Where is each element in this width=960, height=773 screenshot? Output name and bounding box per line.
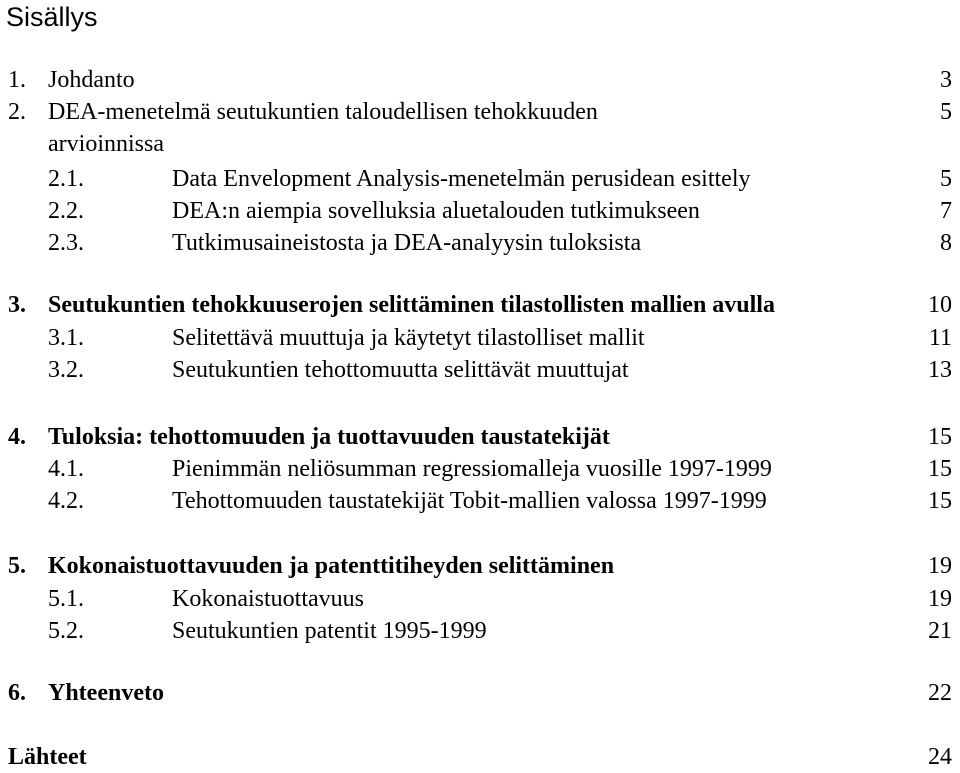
toc-entry-number: 2. xyxy=(8,99,26,125)
toc-entry-title: Lähteet xyxy=(8,744,87,770)
toc-entry-title: Tuloksia: tehottomuuden ja tuottavuuden taustatekijät xyxy=(48,424,610,450)
toc-entry-5-1[interactable] xyxy=(0,583,960,615)
toc-entry-page: 21 xyxy=(928,618,952,644)
toc-entry-page: 5 xyxy=(940,99,952,125)
toc-entry-page: 15 xyxy=(928,488,952,514)
toc-entry-page: 13 xyxy=(928,357,952,383)
toc-entry-number: 2.1. xyxy=(48,166,84,192)
toc-entry-number: 3.1. xyxy=(48,325,84,351)
toc-entry-title: Tutkimusaineistosta ja DEA-analyysin tuloksista xyxy=(172,230,642,256)
toc-entry-3[interactable] xyxy=(0,289,960,321)
toc-entry-4-2[interactable] xyxy=(0,485,960,517)
toc-entry-page: 3 xyxy=(940,67,952,93)
toc-entry-page: 15 xyxy=(928,424,952,450)
toc-entry-1[interactable] xyxy=(0,64,960,96)
toc-entry-page: 7 xyxy=(940,198,952,224)
toc-entry-page: 22 xyxy=(928,680,952,706)
toc-entry-page: 24 xyxy=(928,744,952,770)
toc-entry-3-1[interactable] xyxy=(0,322,960,354)
toc-entry-title: Seutukuntien tehokkuuserojen selittäminen tilastollisten mallien avulla xyxy=(48,292,775,318)
toc-entry-4[interactable] xyxy=(0,421,960,453)
toc-entry-title: Tehottomuuden taustatekijät Tobit-mallien valossa 1997-1999 xyxy=(172,488,767,514)
toc-entry-5-2[interactable] xyxy=(0,615,960,647)
toc-entry-title: Selitettävä muuttuja ja käytetyt tilastolliset mallit xyxy=(172,325,645,351)
toc-entry-3-2[interactable] xyxy=(0,354,960,386)
toc-entry-number: 5. xyxy=(8,553,26,579)
toc-entry-number: 2.3. xyxy=(48,230,84,256)
toc-entry-number: 5.2. xyxy=(48,618,84,644)
toc-entry-5[interactable] xyxy=(0,550,960,582)
toc-entry-2-2[interactable] xyxy=(0,195,960,227)
toc-entry-number: 3.2. xyxy=(48,357,84,383)
toc-entry-number: 2.2. xyxy=(48,198,84,224)
toc-entry-number: 4.2. xyxy=(48,488,84,514)
toc-entry-2-3[interactable] xyxy=(0,227,960,259)
page-title: Sisällys xyxy=(6,2,98,32)
toc-entry-title: Pienimmän neliösumman regressiomalleja vuosille 1997-1999 xyxy=(172,456,772,482)
toc-entry-2-1[interactable] xyxy=(0,163,960,195)
toc-entry-page: 15 xyxy=(928,456,952,482)
toc-entry-title: Yhteenveto xyxy=(48,680,164,706)
toc-entry-title: Seutukuntien patentit 1995-1999 xyxy=(172,618,487,644)
toc-entry-sources[interactable] xyxy=(0,741,960,773)
toc-entry-page: 11 xyxy=(928,325,952,351)
toc-entry-title: DEA-menetelmä seutukuntien taloudellisen tehokkuuden xyxy=(48,99,598,125)
toc-entry-page: 19 xyxy=(928,553,952,579)
toc-entry-page: 19 xyxy=(928,586,952,612)
toc-entry-title: DEA:n aiempia sovelluksia aluetalouden tutkimukseen xyxy=(172,198,700,224)
toc-entry-6[interactable] xyxy=(0,677,960,709)
toc-entry-number: 5.1. xyxy=(48,586,84,612)
toc-entry-title: Seutukuntien tehottomuutta selittävät muuttujat xyxy=(172,357,629,383)
toc-entry-4-1[interactable] xyxy=(0,453,960,485)
toc-entry-page: 10 xyxy=(928,292,952,318)
toc-entry-page: 5 xyxy=(940,166,952,192)
toc-entry-page: 8 xyxy=(940,230,952,256)
toc-entry-number: 6. xyxy=(8,680,26,706)
toc-entry-number: 1. xyxy=(8,67,26,93)
toc-entry-title: Kokonaistuottavuuden ja patenttitiheyden selittäminen xyxy=(48,553,615,579)
toc-entry-title: Data Envelopment Analysis-menetelmän perusidean esittely xyxy=(172,166,751,192)
toc-entry-number: 4.1. xyxy=(48,456,84,482)
toc-entry-title: Kokonaistuottavuus xyxy=(172,586,364,612)
toc-entry-number: 3. xyxy=(8,292,26,318)
toc-entry-title: Johdanto xyxy=(48,67,135,93)
toc-entry-2-continuation xyxy=(0,128,960,160)
toc-entry-number: 4. xyxy=(8,424,26,450)
toc-entry-2[interactable] xyxy=(0,96,960,128)
toc-entry-title-continuation: arvioinnissa xyxy=(48,131,164,157)
